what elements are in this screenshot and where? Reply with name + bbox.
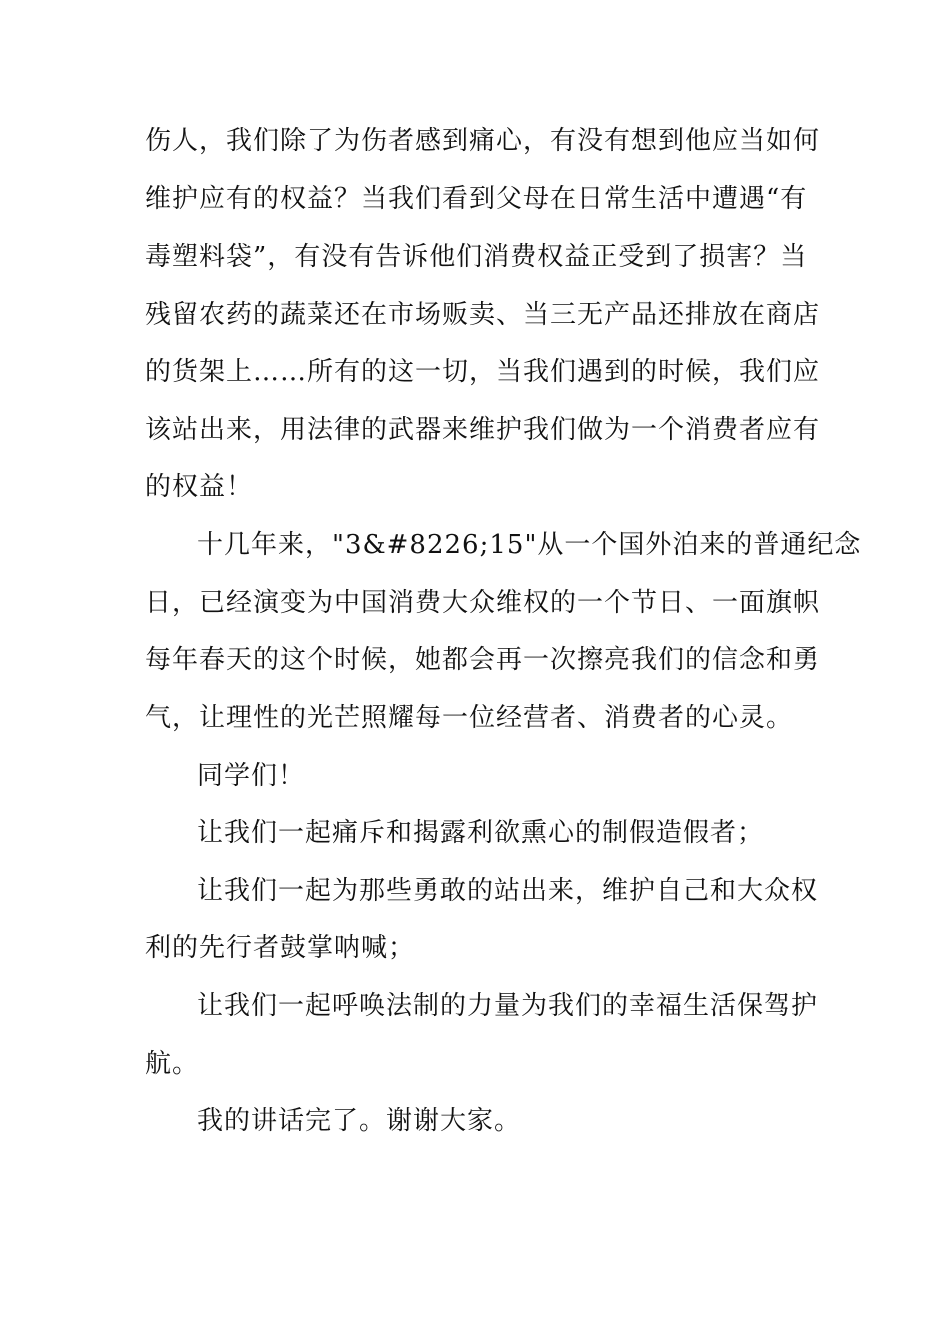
paragraph-line: 利的先行者鼓掌呐喊； [145, 933, 416, 963]
paragraph-line: 该站出来，用法律的武器来维护我们做为一个消费者应有 [145, 415, 821, 445]
paragraph-line: 维护应有的权益？当我们看到父母在日常生活中遭遇“有 [145, 184, 808, 214]
paragraph-line: 每年春天的这个时候，她都会再一次擦亮我们的信念和勇 [145, 645, 821, 675]
paragraph-line: 航。 [145, 1049, 200, 1079]
paragraph-line: 的权益！ [145, 472, 254, 502]
paragraph-line: 让我们一起痛斥和揭露利欲熏心的制假造假者； [197, 818, 765, 848]
paragraph-line: 日，已经演变为中国消费大众维权的一个节日、一面旗帜 [145, 588, 821, 618]
paragraph-line: 伤人，我们除了为伤者感到痛心，有没有想到他应当如何 [145, 126, 821, 156]
paragraph-line: 让我们一起为那些勇敢的站出来，维护自己和大众权 [197, 876, 819, 906]
paragraph-line: 残留农药的蔬菜还在市场贩卖、当三无产品还排放在商店 [145, 300, 821, 330]
paragraph-line: 让我们一起呼唤法制的力量为我们的幸福生活保驾护 [197, 991, 819, 1021]
paragraph-line: 毒塑料袋”，有没有告诉他们消费权益正受到了损害？当 [145, 242, 808, 272]
closing-line: 我的讲话完了。谢谢大家。 [197, 1106, 522, 1136]
paragraph-line: 的货架上……所有的这一切，当我们遇到的时候，我们应 [145, 357, 821, 387]
paragraph-line: 十几年来，"3&#8226;15"从一个国外泊来的普通纪念 [197, 530, 862, 560]
greeting-line: 同学们！ [197, 761, 306, 791]
paragraph-line: 气，让理性的光芒照耀每一位经营者、消费者的心灵。 [145, 703, 794, 733]
